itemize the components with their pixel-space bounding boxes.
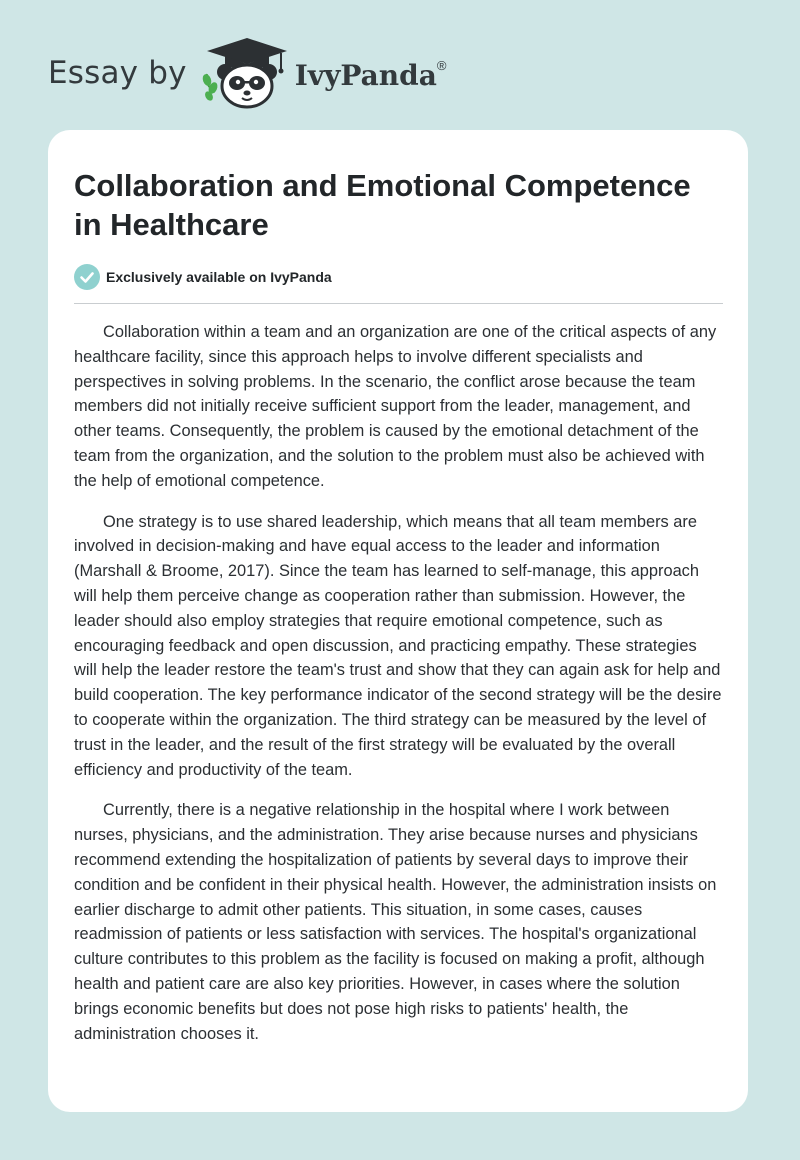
site-header (48, 36, 446, 110)
exclusive-badge (74, 264, 332, 290)
paragraph: Collaboration within a team and an organization are one of the critical aspects of any healthcare facility, since this approach helps to involve different specialists and perspectives in solving problems. In the scenario, the conflict arose because the team members did not initially receive sufficient support from the leader, management, and other teams. Consequently, the problem is caused by the emotional detachment of the team from the organization, and the solution to the problem must also be achieved with the help of emotional competence. (74, 323, 717, 490)
badge-text: Exclusively available on IvyPanda (106, 269, 332, 285)
divider (74, 303, 723, 304)
essay-by-label: Essay by (48, 55, 187, 91)
panda-logo-icon[interactable] (201, 36, 293, 110)
registered-mark: ® (436, 58, 447, 74)
essay-title: Collaboration and Emotional Competence in Healthcare (74, 168, 691, 242)
paragraph: One strategy is to use shared leadership, which means that all team members are involved in decision-making and have equal access to the leader and information (Marshall & Broome, 2017). Since the team has learned to self-manage, this approach will help them perceive change as cooperation rather than submission. However, the leader should also employ strategies that require emotional competence, such as encouraging feedback and open discussion, and practicing empathy. These strategies will help the leader restore the team's trust and show that they can again ask for help and build cooperation. The key performance indicator of the second strategy will be the desire to cooperate within the organization. The third strategy can be measured by the level of trust in the leader, and the result of the first strategy will be evaluated by the overall efficiency and productivity of the team. (74, 512, 722, 779)
essay-body (74, 320, 723, 1062)
paragraph: Currently, there is a negative relationship in the hospital where I work between nurses, physicians, and the administration. They arise because nurses and physicians recommend extending the hospitalization of patients by several days to improve their condition and be confident in their physical health. However, the administration insists on earlier discharge to admit other patients. This situation, in some cases, causes readmission of patients or less satisfaction with services. The hospital's organizational culture contributes to this problem as the facility is focused on making a profit, although health and patient care are also key priorities. However, in cases where the solution brings economic benefits but does not pose high risks to patients' health, the administration chooses it. (74, 801, 717, 1043)
essay-card (48, 130, 748, 1112)
brand-name[interactable]: IvyPanda® (294, 58, 447, 92)
check-circle-icon (74, 264, 100, 290)
